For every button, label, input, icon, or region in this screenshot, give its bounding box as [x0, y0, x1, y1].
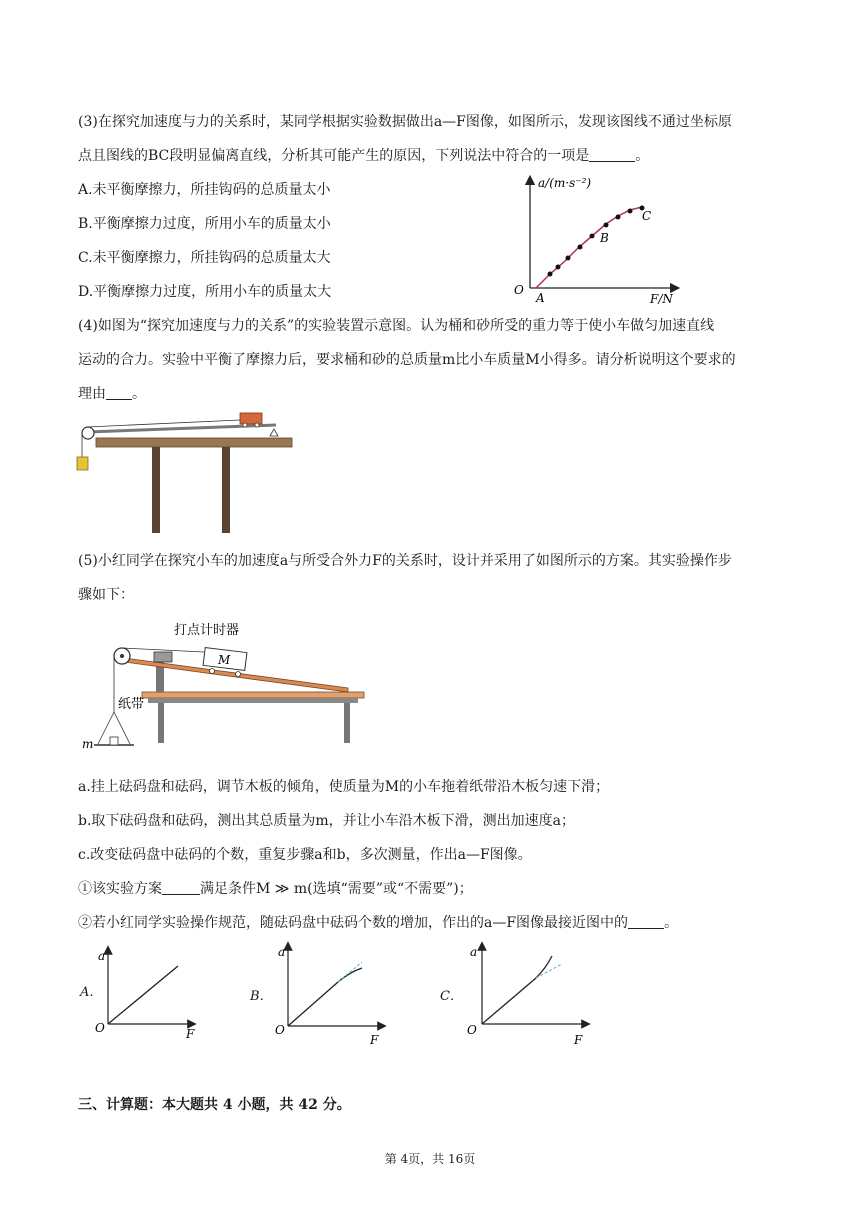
- graph-c-curve: [482, 956, 552, 1024]
- q4-line3-text: 理由: [78, 386, 106, 402]
- graph-b-curve: [288, 968, 362, 1026]
- cart-label: M: [218, 653, 231, 667]
- q3-line1: (3)在探究加速度与力的关系时，某同学根据实验数据做出a—F图像，如图所示，发现该图线不通过坐标原: [78, 114, 732, 130]
- q3-point: [590, 234, 595, 239]
- q5-sub2: [78, 913, 678, 933]
- graph-b-y: a: [278, 945, 286, 959]
- q5-step-b: b.取下砝码盘和砝码，测出其总质量为m，并让小车沿木板下滑，测出加速度a；: [78, 813, 576, 829]
- q5-sub2-blank[interactable]: [628, 914, 664, 929]
- q5-sub1-text: ①该实验方案: [78, 881, 162, 897]
- tape-label: 纸带: [118, 697, 145, 712]
- graph-a: [92, 942, 202, 1042]
- pulley: [82, 427, 94, 439]
- q5-step-c: c.改变砝码盘中砝码的个数，重复步骤a和b，多次测量，作出a—F图像。: [78, 847, 532, 863]
- table-leg: [222, 447, 230, 533]
- board-wedge: [270, 429, 278, 436]
- table-leg: [152, 447, 160, 533]
- q3-point: [556, 265, 561, 270]
- q3-point-c-label: C: [642, 209, 652, 223]
- q3-point: [566, 256, 571, 261]
- q5-line2: 骤如下：: [78, 587, 134, 603]
- table-top: [96, 438, 292, 447]
- q3-point: [548, 272, 553, 277]
- sand-bucket: [77, 457, 88, 470]
- graph-a-label: A.: [80, 985, 94, 1000]
- q3-point: [628, 209, 633, 214]
- q4-line3-end: 。: [132, 386, 146, 402]
- cart-wheel: [255, 423, 259, 427]
- q5-apparatus-figure: [78, 612, 378, 762]
- q3-point: [616, 215, 621, 220]
- q3-point: [604, 223, 609, 228]
- string: [122, 648, 204, 652]
- q3-answer-blank[interactable]: [589, 147, 635, 162]
- graph-c-tangent: [536, 964, 562, 978]
- timer: [154, 652, 172, 662]
- graph-a-y: a: [98, 949, 106, 963]
- q3-af-graph: [510, 170, 690, 310]
- table-frame: [148, 698, 358, 703]
- cart: [240, 413, 262, 424]
- q3-option-c: C.未平衡摩擦力，所挂钩码的总质量太大: [78, 250, 331, 266]
- graph-b-origin: O: [275, 1023, 285, 1037]
- q5-sub2-text: ②若小红同学实验操作规范，随砝码盘中砝码个数的增加，作出的a—F图像最接近图中的: [78, 915, 629, 931]
- q5-sub1-end: 满足条件M ≫ m(选填“需要”或“不需要”)；: [200, 881, 473, 897]
- q3-y-label: a/(m·s⁻²): [538, 176, 592, 190]
- pulley-axle: [120, 654, 124, 658]
- page-footer: 第 4页，共 16页: [384, 1152, 476, 1166]
- graph-b: [270, 938, 390, 1048]
- q3-option-a: A.未平衡摩擦力，所挂钩码的总质量太小: [78, 182, 331, 198]
- graph-c-x: F: [574, 1033, 583, 1047]
- q3-line2-text: 点且图线的BC段明显偏离直线，分析其可能产生的原因，下列说法中符合的一项是: [78, 148, 590, 164]
- graph-a-line: [108, 966, 178, 1024]
- q5-line1: (5)小红同学在探究小车的加速度a与所受合外力F的关系时，设计并采用了如图所示的方案。其实验操作步: [78, 553, 732, 569]
- q3-point: [578, 245, 583, 250]
- q5-sub1: [78, 879, 473, 899]
- graph-c-y: a: [470, 945, 478, 959]
- graph-a-x: F: [186, 1027, 195, 1041]
- graph-c: [462, 938, 592, 1048]
- cart-wheel: [210, 669, 215, 674]
- graph-a-origin: O: [95, 1021, 105, 1035]
- q3-option-d: D.平衡摩擦力过度，所用小车的质量太大: [78, 284, 332, 300]
- cart-wheel: [236, 672, 241, 677]
- q3-point-b-label: B: [600, 231, 609, 245]
- q5-sub2-end: 。: [664, 915, 679, 931]
- section-3-heading: 三、计算题：本大题共 4 小题，共 42 分。: [78, 1097, 351, 1113]
- q3-line2-end: 。: [635, 148, 650, 164]
- table-leg: [158, 703, 164, 743]
- q4-line1: (4)如图为“探究加速度与力的关系”的实验装置示意图。认为桶和砂所受的重力等于使小车做匀加速直线: [78, 318, 715, 334]
- cart-wheel: [243, 423, 247, 427]
- q3-line2: [78, 146, 649, 166]
- graph-b-label: B．: [250, 989, 273, 1004]
- graph-c-origin: O: [467, 1023, 477, 1037]
- graph-b-x: F: [370, 1033, 379, 1047]
- q4-line3: [78, 384, 146, 404]
- q3-origin-label: O: [514, 283, 524, 297]
- table-leg: [344, 703, 350, 743]
- q5-sub1-blank[interactable]: [162, 880, 200, 895]
- timer-label: 打点计时器: [174, 623, 240, 638]
- mass-label: m: [82, 737, 94, 751]
- q3-option-b: B.平衡摩擦力过度，所用小车的质量太小: [78, 216, 331, 232]
- weight: [110, 737, 118, 745]
- q5-step-a: a.挂上砝码盘和砝码，调节木板的倾角，使质量为M的小车拖着纸带沿木板匀速下滑；: [78, 779, 610, 795]
- q4-answer-blank[interactable]: [106, 385, 132, 400]
- q4-line2: 运动的合力。实验中平衡了摩擦力后，要求桶和砂的总质量m比小车质量M小得多。请分析说明这个要求的: [78, 352, 736, 368]
- graph-c-label: C．: [440, 989, 463, 1004]
- q3-x-label: F/N: [650, 292, 673, 306]
- q4-apparatus-figure: [70, 405, 310, 535]
- table-top: [142, 692, 364, 698]
- q3-curve: [536, 207, 642, 288]
- q3-point-a-label: A: [536, 291, 545, 305]
